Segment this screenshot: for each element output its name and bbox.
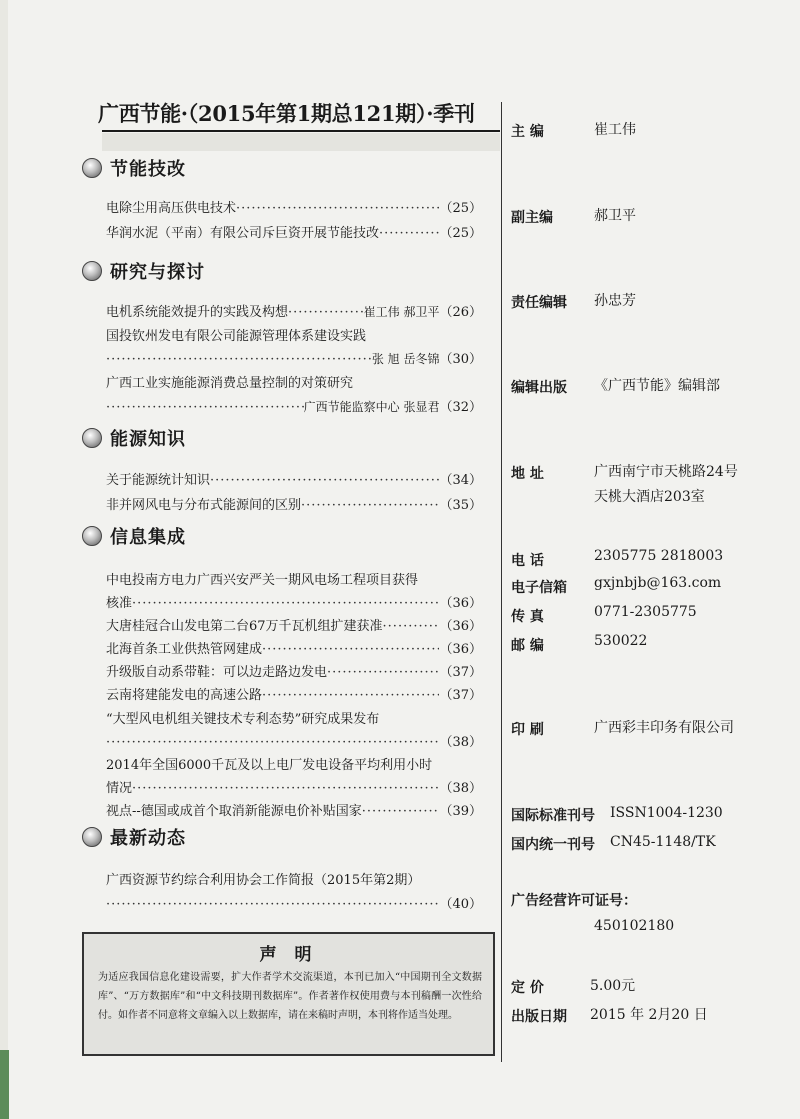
pub-date-label: 出版日期 <box>511 1009 567 1025</box>
email-value[interactable]: gxjnbjb@163.com <box>594 575 722 591</box>
entry-page: （35） <box>439 498 482 513</box>
issn-value: ISSN1004-1230 <box>610 805 723 821</box>
leader-dots <box>262 688 439 703</box>
entry-title: 升级版自动系带鞋：可以边走路边发电 <box>106 665 328 680</box>
address-label: 地 址 <box>511 466 544 482</box>
printer-label: 印 刷 <box>511 722 544 738</box>
ad-license-value: 450102180 <box>594 918 675 934</box>
leader-dots <box>106 352 372 367</box>
address-value: 广西南宁市天桃路24号 <box>594 464 738 480</box>
entry-page: （32） <box>439 400 482 415</box>
entry-title-cont: 情况 <box>106 781 133 796</box>
green-edge-mark <box>0 1050 9 1119</box>
entry-title: 云南将建能发电的高速公路 <box>106 688 263 703</box>
entry-title: 关于能源统计知识 <box>106 473 211 488</box>
email-label: 电子信箱 <box>511 580 567 596</box>
toc-entry[interactable] <box>106 222 482 241</box>
publisher-value: 《广西节能》编辑部 <box>594 378 720 394</box>
publisher-label: 编辑出版 <box>511 380 567 396</box>
section-label: 节能技改 <box>110 159 186 180</box>
entry-page: （34） <box>439 473 482 488</box>
entry-page: （37） <box>439 665 482 680</box>
entry-title[interactable]: “大型风电机组关键技术专利态势”研究成果发布 <box>106 712 380 727</box>
fax-value: 0771-2305775 <box>594 604 697 620</box>
entry-page: （40） <box>439 897 482 912</box>
entry-title: 大唐桂冠合山发电第二台67万千瓦机组扩建获准 <box>106 619 383 634</box>
price-value: 5.00元 <box>590 978 636 994</box>
leader-dots <box>132 781 439 796</box>
printer-value: 广西彩丰印务有限公司 <box>594 720 734 736</box>
entry-title[interactable]: 中电投南方电力广西兴安严关一期风电场工程项目获得 <box>106 573 419 588</box>
leader-dots <box>132 596 439 611</box>
entry-title: 电除尘用高压供电技术 <box>106 201 237 216</box>
postcode-label: 邮 编 <box>511 638 544 654</box>
entry-title-cont: 核准 <box>106 596 133 611</box>
section-heading-research <box>82 257 205 285</box>
entry-page: （26） <box>439 305 482 320</box>
masthead-title: 广西节能·（2015年第1期总121期）·季刊 <box>98 101 475 126</box>
leader-dots <box>106 400 304 415</box>
toc-entry[interactable] <box>106 638 482 657</box>
section-label: 信息集成 <box>110 527 186 548</box>
ad-license-label: 广告经营许可证号： <box>511 893 637 909</box>
entry-title: 北海首条工业供热管网建成 <box>106 642 263 657</box>
entry-page: （25） <box>439 226 482 241</box>
toc-entry[interactable] <box>106 301 482 320</box>
fax-label: 传 真 <box>511 609 544 625</box>
toc-entry[interactable] <box>106 800 482 819</box>
entry-page: （37） <box>439 688 482 703</box>
copyright-notice-box <box>82 932 495 1056</box>
entry-title[interactable]: 广西资源节约综合利用协会工作简报（2015年第2期） <box>106 873 421 888</box>
masthead-shadow <box>102 133 500 151</box>
entry-page: （39） <box>439 804 482 819</box>
round-bullet-icon <box>82 158 102 178</box>
section-label: 能源知识 <box>110 429 186 450</box>
round-bullet-icon <box>82 526 102 546</box>
toc-entry[interactable] <box>106 469 482 488</box>
entry-title[interactable]: 国投钦州发电有限公司能源管理体系建设实践 <box>106 329 367 344</box>
postcode-value: 530022 <box>594 633 648 649</box>
entry-page: （36） <box>439 596 482 611</box>
toc-entry[interactable] <box>106 661 482 680</box>
address-value-line2: 天桃大酒店203室 <box>594 489 705 505</box>
page-edge <box>0 0 8 1119</box>
section-heading-energy-knowledge <box>82 424 186 452</box>
entry-title: 视点--德国或成首个取消新能源电价补贴国家 <box>106 804 362 819</box>
deputy-editor-label: 副主编 <box>511 210 553 226</box>
masthead-rule <box>102 130 500 132</box>
section-label: 最新动态 <box>110 828 186 849</box>
entry-page: （38） <box>439 735 482 750</box>
entry-title: 华润水泥（平南）有限公司斥巨资开展节能技改 <box>106 226 380 241</box>
phone-label: 电 话 <box>511 553 544 569</box>
executive-editor-label: 责任编辑 <box>511 295 567 311</box>
entry-page: （36） <box>439 642 482 657</box>
toc-entry-continuation[interactable] <box>106 777 482 796</box>
entry-title[interactable]: 2014年全国6000千瓦及以上电厂发电设备平均利用小时 <box>106 758 433 773</box>
toc-entry[interactable] <box>106 615 482 634</box>
toc-entry[interactable] <box>106 684 482 703</box>
leader-dots <box>210 473 439 488</box>
chief-editor-label: 主 编 <box>511 124 544 140</box>
entry-author: 广西节能监察中心 张显君 <box>303 400 440 414</box>
leader-dots <box>262 642 439 657</box>
toc-entry[interactable] <box>106 197 482 216</box>
entry-title[interactable]: 广西工业实施能源消费总量控制的对策研究 <box>106 376 354 391</box>
leader-dots <box>383 619 440 634</box>
round-bullet-icon <box>82 261 102 281</box>
leader-dots <box>106 897 439 912</box>
entry-title: 电机系统能效提升的实践及构想 <box>106 305 289 320</box>
notice-body: 为适应我国信息化建设需要，扩大作者学术交流渠道，本刊已加入“中国期刊全文数据库”、“万方数据库”和“中文科技期刊数据库”。作者著作权使用费与本刊稿酬一次性给付。如作者不同意将文章编入以上数据库，请在来稿时声明，本刊将作适当处理。 <box>98 972 482 1021</box>
entry-author: 崔工伟 郝卫平 <box>363 305 440 319</box>
leader-dots <box>236 201 439 216</box>
section-heading-info <box>82 522 186 550</box>
leader-dots <box>288 305 364 320</box>
leader-dots <box>379 226 439 241</box>
round-bullet-icon <box>82 428 102 448</box>
toc-entry-continuation[interactable] <box>106 592 482 611</box>
leader-dots <box>106 735 439 750</box>
entry-page: （36） <box>439 619 482 634</box>
pub-date-value: 2015 年 2月20 日 <box>590 1007 708 1023</box>
cn-value: CN45-1148/TK <box>610 834 716 850</box>
section-label: 研究与探讨 <box>110 262 205 283</box>
section-heading-energy-retrofit <box>82 154 186 182</box>
toc-entry[interactable] <box>106 494 482 513</box>
entry-title: 非并网风电与分布式能源间的区别 <box>106 498 302 513</box>
entry-page: （38） <box>439 781 482 796</box>
leader-dots <box>362 804 440 819</box>
toc-entry-continuation[interactable] <box>106 893 482 912</box>
leader-dots <box>327 665 439 680</box>
chief-editor-value: 崔工伟 <box>594 122 636 138</box>
leader-dots <box>301 498 439 513</box>
section-heading-latest-news <box>82 823 186 851</box>
deputy-editor-value: 郝卫平 <box>594 208 636 224</box>
column-divider <box>501 102 502 1062</box>
executive-editor-value: 孙忠芳 <box>594 293 636 309</box>
entry-page: （25） <box>439 201 482 216</box>
toc-entry-continuation[interactable] <box>106 348 482 367</box>
toc-entry-continuation[interactable] <box>106 731 482 750</box>
cn-label: 国内统一刊号 <box>511 837 595 853</box>
entry-page: （30） <box>439 352 482 367</box>
round-bullet-icon <box>82 827 102 847</box>
toc-entry-continuation[interactable] <box>106 396 482 415</box>
entry-author: 张 旭 岳冬锦 <box>371 352 440 366</box>
notice-title: 声 明 <box>259 945 318 965</box>
phone-value: 2305775 2818003 <box>594 548 724 564</box>
price-label: 定 价 <box>511 980 544 996</box>
issn-label: 国际标准刊号 <box>511 808 595 824</box>
